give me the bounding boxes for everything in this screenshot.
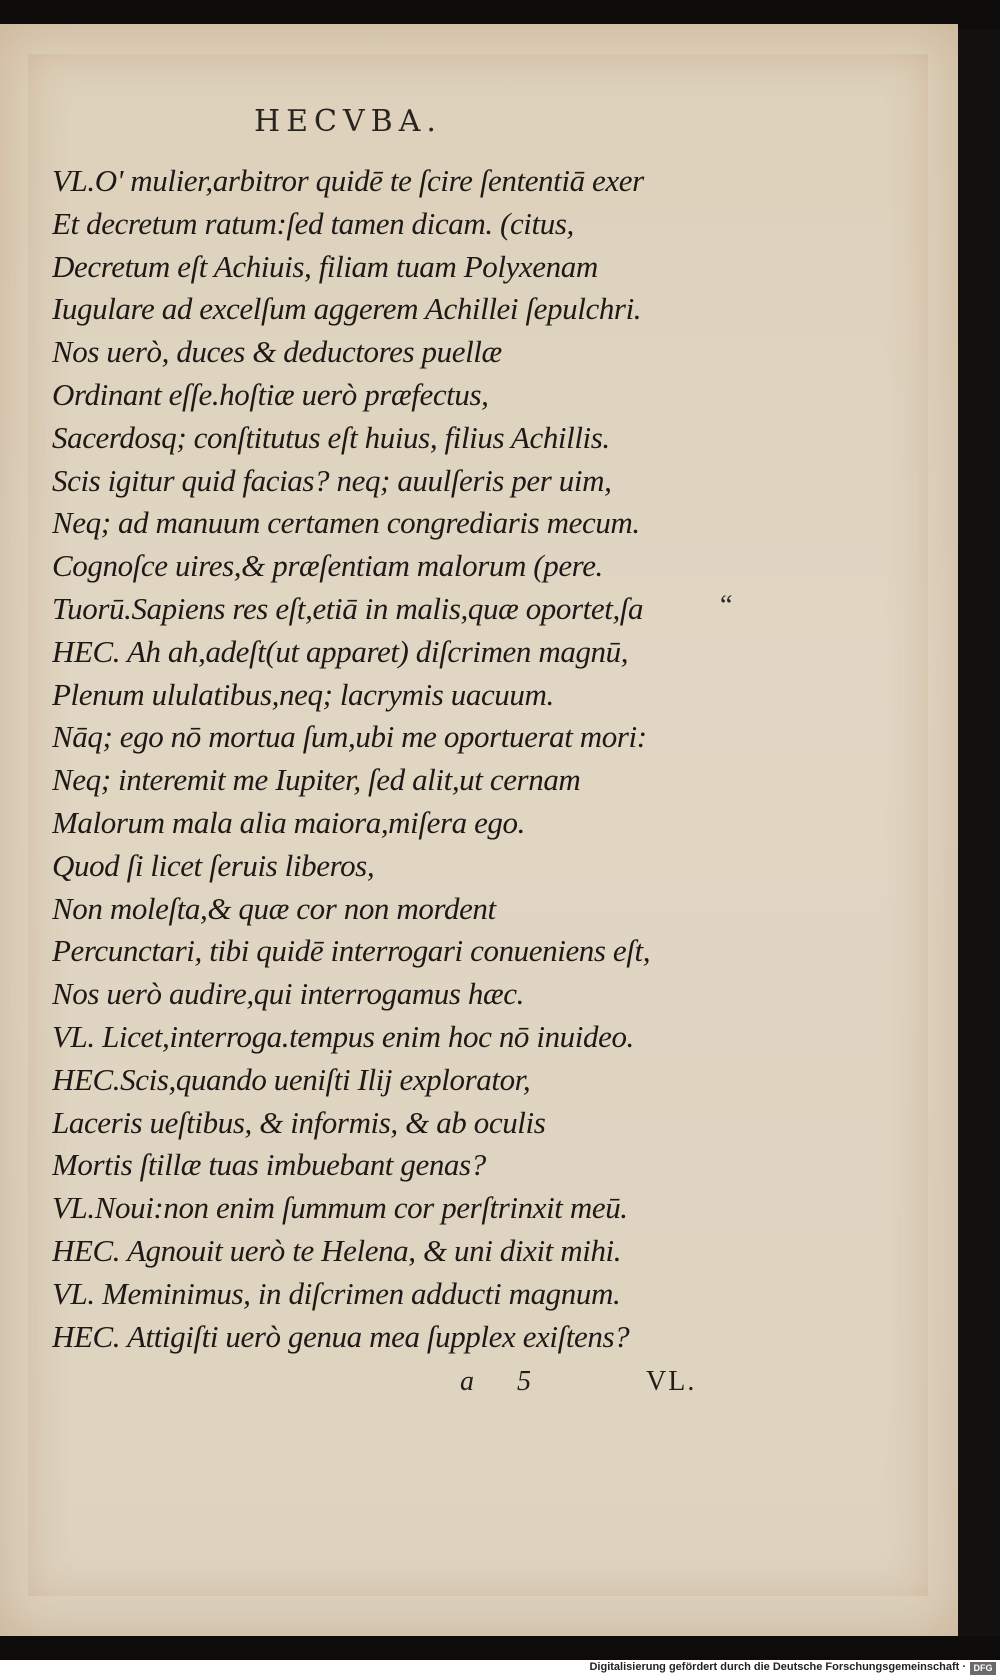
text-line: Ordinant eſſe.hoſtiæ uerò præfectus, (52, 376, 489, 412)
text-line: Sacerdosq; conſtitutus eſt huius, filius Achillis. (52, 419, 610, 455)
text-line: HEC. Attigiſti uerò genua mea ſupplex exiſtens? (52, 1318, 630, 1354)
text-line: Percunctari, tibi quidē interrogari conueniens eſt, (52, 933, 651, 969)
text-line: Plenum ululatibus,neq; lacrymis uacuum. (52, 676, 554, 712)
text-line: Nos uerò audire,qui interrogamus hæc. (52, 976, 525, 1012)
catchword: VL. (646, 1366, 697, 1397)
text-line: VL.Noui:non enim ſummum cor perſtrinxit meū. (52, 1190, 628, 1226)
text-line: Cognoſce uires,& præſentiam malorum (pere. (52, 548, 603, 584)
page-edge-shadow (958, 30, 1000, 1636)
running-head: HECVBA. (254, 104, 442, 139)
text-line: Mortis ſtillæ tuas imbuebant genas? (52, 1147, 486, 1183)
text-line: Nāq; ego nō mortua ſum,ubi me oportuerat mori: (52, 719, 647, 755)
text-line: Iugulare ad excelſum aggerem Achillei ſepulchri. (52, 291, 642, 327)
text-line: Tuorū.Sapiens res eſt,etiā in malis,quæ oportet,ſa (52, 590, 644, 626)
signature-mark: a 5 (460, 1366, 549, 1397)
text-line: Quod ſi licet ſeruis liberos, (52, 847, 375, 883)
text-line: Et decretum ratum:ſed tamen dicam. (citus, (52, 205, 574, 241)
text-line: HEC.Scis,quando ueniſti Ilij explorator, (52, 1061, 531, 1097)
text-line: HEC. Agnouit uerò te Helena, & uni dixit mihi. (52, 1232, 622, 1268)
text-line: Neq; interemit me Iupiter, ſed alit,ut cernam (52, 762, 581, 798)
text-line: VL.O' mulier,arbitror quidē te ſcire ſententiā exer (52, 163, 644, 198)
margin-quote-mark: “ (720, 590, 733, 621)
text-line: Decretum eſt Achiuis, filiam tuam Polyxenam (52, 248, 598, 284)
text-line: Neq; ad manuum certamen congrediaris mecum. (52, 505, 640, 541)
text-line: Scis igitur quid facias? neq; auulſeris per uim, (52, 462, 612, 498)
text-line: VL. Licet,interroga.tempus enim hoc nō inuideo. (52, 1018, 634, 1054)
digitization-credit: Digitalisierung gefördert durch die Deutsche Forschungsgemeinschaft · (589, 1661, 966, 1673)
text-line: Nos uerò, duces & deductores puellæ (52, 334, 502, 370)
text-line: Malorum mala alia maiora,miſera ego. (52, 804, 525, 840)
text-line: HEC. Ah ah,adeſt(ut apparet) diſcrimen magnū, (52, 633, 629, 669)
text-line: Non moleſta,& quæ cor non mordent (52, 890, 496, 926)
text-line: VL. Meminimus, in diſcrimen adducti magnum. (52, 1275, 621, 1311)
dfg-logo: DFG (970, 1662, 996, 1675)
text-line: Laceris ueſtibus, & informis, & ab oculis (52, 1104, 546, 1140)
text-block (52, 160, 732, 1358)
